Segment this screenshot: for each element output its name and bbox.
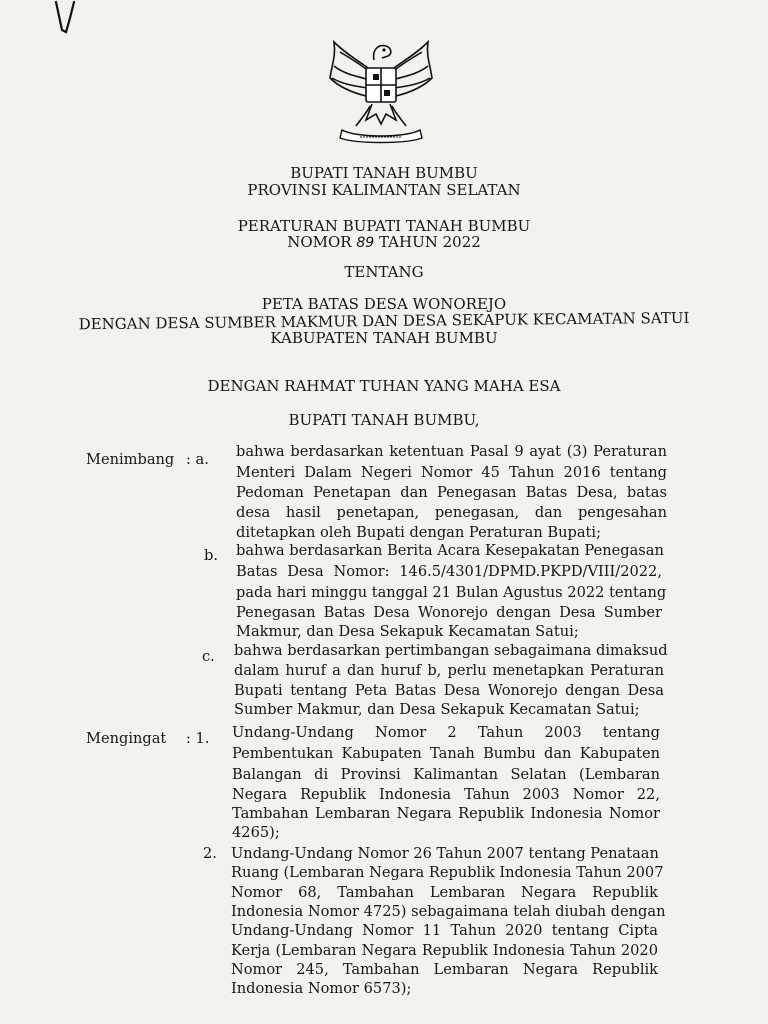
subject-line-2: DENGAN DESA SUMBER MAKMUR DAN DESA SEKAPUK KECAMATAN SATUI xyxy=(78,308,690,334)
mengingat-2-marker: 2. xyxy=(203,845,217,862)
regulation-number xyxy=(0,234,768,252)
menimbang-b-line-5: Makmur, dan Desa Sekapuk Kecamatan Satui; xyxy=(236,623,579,640)
menimbang-b-marker: b. xyxy=(204,547,218,564)
mengingat-2-line-8: Indonesia Nomor 6573); xyxy=(231,980,412,997)
menimbang-a-line-1: bahwa berdasarkan ketentuan Pasal 9 ayat (3) Peraturan xyxy=(236,443,667,460)
mengingat-2-line-1: Undang-Undang Nomor 26 Tahun 2007 tentang Penataan xyxy=(231,845,659,862)
menimbang-b-line-3: pada hari minggu tanggal 21 Bulan Agustus 2022 tentang xyxy=(236,584,667,601)
number-prefix: NOMOR xyxy=(287,233,352,251)
menimbang-c-line-2: dalam huruf a dan huruf b, perlu menetapkan Peraturan xyxy=(234,662,664,679)
mengingat-1-line-3: Balangan di Provinsi Kalimantan Selatan (Lembaran xyxy=(232,766,660,783)
menimbang-b-line-1: bahwa berdasarkan Berita Acara Kesepakatan Penegasan xyxy=(236,542,664,559)
regulation-year: TAHUN 2022 xyxy=(378,233,481,251)
regulation-number-handwritten: 89 xyxy=(356,235,375,251)
menimbang-b-line-4: Penegasan Batas Desa Wonorejo dengan Desa Sumber xyxy=(236,604,662,621)
header-line-1: BUPATI TANAH BUMBU xyxy=(290,164,478,182)
subject-line-1: PETA BATAS DESA WONOREJO xyxy=(261,295,507,313)
menimbang-b-line-2: Batas Desa Nomor: 146.5/4301/DPMD.PKPD/VIII/2022, xyxy=(236,563,662,580)
menimbang-a-line-4: desa hasil penetapan, penegasan, dan pengesahan xyxy=(236,504,667,521)
menimbang-a-line-3: Pedoman Penetapan dan Penegasan Batas Desa, batas xyxy=(236,484,667,501)
mengingat-1-line-4: Negara Republik Indonesia Tahun 2003 Nomor 22, xyxy=(232,786,660,803)
subject-line-3: KABUPATEN TANAH BUMBU xyxy=(270,329,498,347)
mengingat-2-line-4: Indonesia Nomor 4725) sebagaimana telah diubah dengan xyxy=(231,903,666,920)
authority: BUPATI TANAH BUMBU, xyxy=(288,411,480,429)
garuda-emblem xyxy=(326,34,436,146)
mengingat-2-line-7: Nomor 245, Tambahan Lembaran Negara Republik xyxy=(231,961,658,978)
about-heading: TENTANG xyxy=(344,263,424,281)
handwritten-mark xyxy=(52,0,92,40)
mengingat-2-line-5: Undang-Undang Nomor 11 Tahun 2020 tentang Cipta xyxy=(231,922,658,939)
header-line-2: PROVINSI KALIMANTAN SELATAN xyxy=(247,181,521,199)
menimbang-c-marker: c. xyxy=(202,648,215,665)
mengingat-1-line-2: Pembentukan Kabupaten Tanah Bumbu dan Kabupaten xyxy=(232,745,660,762)
menimbang-a-marker: : a. xyxy=(186,451,209,468)
mengingat-2-line-3: Nomor 68, Tambahan Lembaran Negara Republik xyxy=(231,884,658,901)
mengingat-1-line-5: Tambahan Lembaran Negara Republik Indonesia Nomor xyxy=(232,805,660,822)
menimbang-a-line-5: ditetapkan oleh Bupati dengan Peraturan Bupati; xyxy=(236,524,601,541)
menimbang-c-line-1: bahwa berdasarkan pertimbangan sebagaimana dimaksud xyxy=(234,642,668,659)
mengingat-1-line-1: Undang-Undang Nomor 2 Tahun 2003 tentang xyxy=(232,724,660,741)
regulation-title: PERATURAN BUPATI TANAH BUMBU xyxy=(237,217,531,235)
menimbang-c-line-4: Sumber Makmur, dan Desa Sekapuk Kecamatan Satui; xyxy=(234,701,640,718)
mengingat-label: Mengingat xyxy=(86,730,167,747)
menimbang-label: Menimbang xyxy=(86,451,175,468)
mengingat-2-line-6: Kerja (Lembaran Negara Republik Indonesia Tahun 2020 xyxy=(231,942,658,959)
mengingat-1-marker: : 1. xyxy=(186,730,210,747)
menimbang-a-line-2: Menteri Dalam Negeri Nomor 45 Tahun 2016 tentang xyxy=(236,464,667,481)
mengingat-2-line-2: Ruang (Lembaran Negara Republik Indonesia Tahun 2007 xyxy=(231,864,664,881)
menimbang-c-line-3: Bupati tentang Peta Batas Desa Wonorejo dengan Desa xyxy=(234,682,664,699)
mengingat-1-line-6: 4265); xyxy=(232,824,280,841)
preamble: DENGAN RAHMAT TUHAN YANG MAHA ESA xyxy=(207,377,561,395)
